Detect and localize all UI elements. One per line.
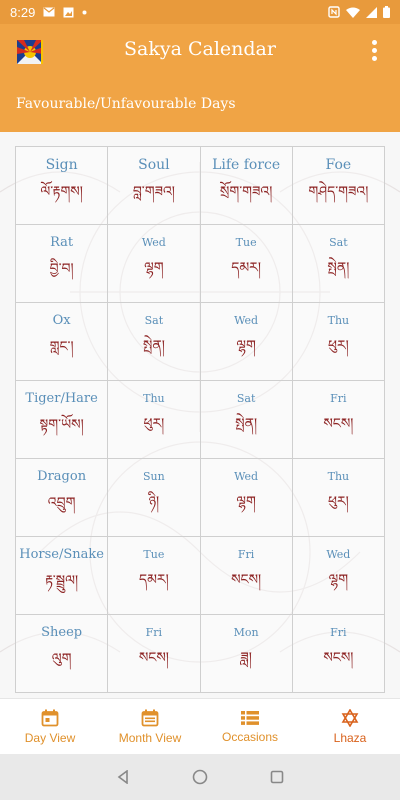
foe-en: Fri: [330, 392, 347, 405]
sign-bo: གླང་།: [49, 339, 74, 355]
foe-en: Wed: [326, 548, 351, 561]
sign-bo: རྟ་སྦྲུལ།: [45, 573, 79, 589]
header-foe-en: Foe: [325, 156, 352, 173]
header-cell-sign: [16, 147, 108, 225]
nav-lhaza[interactable]: [300, 699, 400, 754]
more-vert-icon[interactable]: [370, 40, 378, 64]
life-cell: [201, 303, 293, 381]
page-subtitle: Favourable/Unfavourable Days: [16, 96, 236, 112]
soul-cell: [108, 225, 200, 303]
back-icon[interactable]: [116, 770, 130, 784]
calendar-day-icon: [41, 709, 59, 727]
nav-month-view-label: Month View: [118, 730, 182, 745]
header-sign-en: Sign: [45, 156, 78, 173]
table-row: [16, 225, 385, 303]
sign-cell: [16, 459, 108, 537]
foe-bo: ཕུར།: [327, 338, 349, 354]
soul-cell: [108, 381, 200, 459]
lhaza-table: [15, 146, 385, 693]
dot-icon: [82, 10, 87, 15]
life-bo: ལྷག: [236, 494, 256, 510]
sign-cell: [16, 537, 108, 615]
life-cell: [201, 381, 293, 459]
life-en: Fri: [237, 548, 255, 561]
soul-cell: [108, 459, 200, 537]
sign-bo: ལུག: [51, 651, 72, 667]
nav-month-view[interactable]: [100, 699, 200, 754]
foe-en: Thu: [327, 314, 350, 327]
life-en: Tue: [235, 236, 257, 249]
soul-cell: [108, 537, 200, 615]
sign-cell: [16, 381, 108, 459]
soul-bo: ཉི།: [148, 494, 160, 510]
foe-bo: ཕུར།: [327, 494, 349, 510]
sign-en: Sheep: [41, 625, 83, 640]
sign-bo: སྟག་ཡོས།: [39, 417, 84, 433]
sign-cell: [16, 225, 108, 303]
lhaza-table-area[interactable]: [0, 132, 400, 698]
life-cell: [201, 615, 293, 693]
header-foe-bo: གཤེད་གཟའ།: [308, 183, 369, 200]
nav-day-view-label: Day View: [24, 730, 76, 745]
life-en: Sat: [236, 392, 256, 405]
sign-bo: འབྲུག: [47, 495, 76, 511]
header-cell-foe: [293, 147, 385, 225]
nav-lhaza-label: Lhaza: [333, 730, 367, 745]
foe-en: Fri: [330, 626, 347, 639]
battery-icon: [383, 6, 390, 18]
table-row: [16, 381, 385, 459]
table-row: [16, 459, 385, 537]
foe-cell: [293, 303, 385, 381]
bottom-navigation: [0, 698, 400, 754]
soul-en: Wed: [141, 236, 166, 249]
table-row: [16, 537, 385, 615]
life-en: Wed: [234, 314, 259, 327]
table-row: [16, 615, 385, 693]
calendar-month-icon: [141, 709, 159, 727]
sign-cell: [16, 303, 108, 381]
status-bar: [0, 0, 400, 24]
sign-cell: [16, 615, 108, 693]
life-bo: སངས།: [231, 572, 262, 588]
soul-en: Tue: [143, 548, 165, 561]
foe-bo: སངས།: [323, 650, 354, 666]
life-bo: ཟླ།: [240, 650, 252, 666]
sign-en: Rat: [50, 235, 74, 250]
sign-en: Horse/Snake: [19, 547, 104, 562]
foe-cell: [293, 537, 385, 615]
header-cell-life-force: [201, 147, 293, 225]
nfc-icon: [328, 6, 340, 18]
soul-cell: [108, 303, 200, 381]
header-sign-bo: ལོ་རྟགས།: [40, 183, 83, 200]
subheader: [0, 80, 400, 132]
soul-bo: ཕུར།: [143, 416, 165, 432]
mail-icon: [43, 7, 55, 17]
foe-cell: [293, 615, 385, 693]
life-cell: [201, 225, 293, 303]
life-cell: [201, 459, 293, 537]
soul-en: Sun: [143, 470, 165, 483]
signal-icon: [366, 7, 377, 18]
star-of-david-icon: [341, 709, 359, 727]
app-bar: [0, 24, 400, 80]
foe-bo: སངས།: [323, 416, 354, 432]
header-life-bo: སྲོག་གཟའ།: [219, 183, 273, 200]
app-title: Sakya Calendar: [124, 38, 276, 60]
life-en: Wed: [234, 470, 259, 483]
nav-occasions-label: Occasions: [221, 729, 279, 744]
foe-cell: [293, 381, 385, 459]
system-navigation-bar: [0, 754, 400, 800]
foe-bo: སྤེན།: [327, 260, 350, 276]
table-row: [16, 303, 385, 381]
life-cell: [201, 537, 293, 615]
soul-bo: སངས།: [138, 650, 169, 666]
header-cell-soul: [108, 147, 200, 225]
foe-en: Thu: [327, 470, 350, 483]
nav-day-view[interactable]: [0, 699, 100, 754]
home-icon[interactable]: [192, 769, 208, 785]
life-bo: ལྷག: [236, 338, 256, 354]
foe-bo: ལྷག: [328, 572, 349, 588]
life-bo: དམར།: [231, 260, 261, 276]
list-icon: [241, 710, 259, 726]
soul-en: Sat: [144, 314, 164, 327]
soul-bo: སྤེན།: [142, 338, 165, 354]
wifi-icon: [346, 7, 360, 18]
sign-en: Tiger/Hare: [25, 391, 98, 406]
soul-en: Fri: [145, 626, 163, 639]
header-soul-bo: བླ་གཟའ།: [132, 183, 175, 200]
soul-cell: [108, 615, 200, 693]
life-bo: སྤེན།: [235, 416, 258, 432]
soul-bo: ལྷག: [144, 260, 164, 276]
status-time: 8:29: [10, 4, 36, 20]
life-en: Mon: [233, 626, 259, 639]
header-soul-en: Soul: [138, 156, 170, 173]
foe-en: Sat: [329, 236, 348, 249]
image-icon: [63, 7, 74, 18]
table-header-row: [16, 147, 385, 225]
header-life-en: Life force: [212, 156, 281, 173]
sign-bo: བྱི་བ།: [49, 261, 74, 277]
soul-en: Thu: [143, 392, 165, 405]
recents-icon[interactable]: [270, 770, 284, 784]
foe-cell: [293, 225, 385, 303]
soul-bo: དམར།: [138, 572, 169, 588]
nav-occasions[interactable]: [200, 699, 300, 754]
foe-cell: [293, 459, 385, 537]
sign-en: Dragon: [37, 469, 87, 484]
sign-en: Ox: [52, 313, 71, 328]
